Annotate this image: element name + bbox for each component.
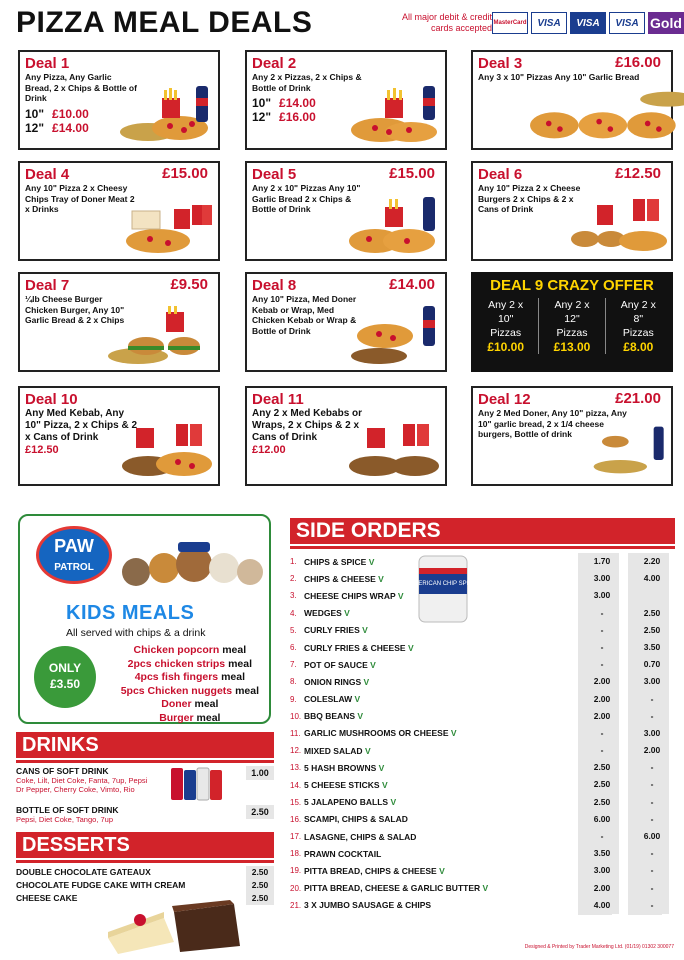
list-item: BOTTLE OF SOFT DRINK Pepsi, Diet Coke, Tango, 7up 2.50 bbox=[16, 805, 274, 824]
price-small: - bbox=[585, 725, 619, 742]
deal-9-card bbox=[471, 272, 673, 372]
kids-meals-panel bbox=[18, 514, 271, 724]
list-item: 2pcs chicken strips meal bbox=[127, 657, 252, 670]
price-large: 3.00 bbox=[635, 725, 669, 742]
deal-name: Deal 11 bbox=[252, 391, 304, 408]
drinks-list bbox=[16, 766, 274, 827]
size-row: 10" £10.00 bbox=[25, 106, 89, 121]
table-row bbox=[290, 553, 675, 570]
visa-icon: VISA bbox=[531, 12, 567, 34]
payment-cards bbox=[492, 12, 684, 34]
price-large: - bbox=[635, 708, 669, 725]
price-small: - bbox=[585, 742, 619, 759]
price-large: 3.50 bbox=[635, 639, 669, 656]
item-number: 19. bbox=[290, 866, 302, 876]
deal-desc: Any 10" Pizza 2 x Cheesy Chips Tray of Doner Meat 2 x Drinks bbox=[25, 183, 135, 214]
soft-drink-cans-icon bbox=[171, 766, 231, 802]
price-small: - bbox=[585, 622, 619, 639]
price-small: 3.50 bbox=[585, 845, 619, 862]
deal-2-card bbox=[245, 50, 447, 150]
deal-8-card bbox=[245, 272, 447, 372]
paw-patrol-logo: PAW PATROL bbox=[36, 526, 112, 584]
deal-desc: Any 10" Pizza, Med Doner Kebab or Wrap, Med Chicken Kebab or Wrap & Bottle of Drink bbox=[252, 294, 357, 336]
list-item: Chicken popcorn meal bbox=[133, 644, 247, 656]
item-name: POT OF SAUCE V bbox=[304, 659, 376, 670]
item-number: 3. bbox=[290, 591, 297, 601]
item-number: 14. bbox=[290, 780, 302, 790]
deal-price: £21.00 bbox=[615, 390, 661, 407]
svg-text:AMERICAN CHIP SPICE: AMERICAN CHIP SPICE bbox=[409, 581, 477, 587]
kids-meals-title: KIDS MEALS bbox=[66, 602, 195, 624]
table-row bbox=[290, 845, 675, 862]
price-large: 2.00 bbox=[635, 742, 669, 759]
deal-name: Deal 1 bbox=[25, 55, 70, 72]
side-orders-heading: SIDE ORDERS bbox=[290, 518, 675, 544]
list-item: CANS OF SOFT DRINK Coke, Lilt, Diet Coke, Fanta, 7up, Pepsi Dr Pepper, Cherry Coke, Vimto, Rio 1.00 bbox=[16, 766, 274, 802]
visa-debit-icon: VISA bbox=[570, 12, 606, 34]
deal-name: Deal 6 bbox=[478, 166, 523, 183]
deal-price: £15.00 bbox=[162, 165, 208, 182]
item-name: BBQ BEANS V bbox=[304, 711, 364, 722]
deal-desc: Any 2 x Med Kebabs or Wraps, 2 x Chips & 2 x Cans of Drink bbox=[252, 408, 363, 443]
deal-price: £12.50 bbox=[615, 165, 661, 182]
table-row bbox=[290, 673, 675, 690]
deal-price: £14.00 bbox=[389, 276, 435, 293]
price-large: - bbox=[635, 759, 669, 776]
price-small: 2.50 bbox=[585, 776, 619, 793]
item-number: 18. bbox=[290, 849, 302, 859]
list-item: CHOCOLATE FUDGE CAKE WITH CREAM 2.50 bbox=[16, 879, 274, 892]
kids-price-badge: ONLY £3.50 bbox=[34, 646, 96, 708]
item-name: CHIPS & SPICE V bbox=[304, 556, 375, 567]
deal-6-card bbox=[471, 161, 673, 261]
item-number: 15. bbox=[290, 797, 302, 807]
price-small: 3.00 bbox=[585, 862, 619, 879]
deal-9-option: Any 2 x 12" Pizzas £13.00 bbox=[539, 298, 605, 354]
deal-12-card bbox=[471, 386, 673, 486]
deal-9-title: DEAL 9 CRAZY OFFER bbox=[490, 277, 654, 294]
price-small: 2.00 bbox=[585, 880, 619, 897]
size-row: 12" £14.00 bbox=[25, 120, 89, 135]
price-small: 2.00 bbox=[585, 708, 619, 725]
table-row bbox=[290, 587, 675, 604]
item-name: PRAWN COCKTAIL bbox=[304, 848, 382, 859]
price-large: 6.00 bbox=[635, 828, 669, 845]
cards-note: All major debit & credit cards accepted bbox=[401, 12, 492, 33]
item-number: 13. bbox=[290, 763, 302, 773]
list-item: 5pcs Chicken nuggets meal bbox=[120, 684, 259, 697]
list-item: 4pcs fish fingers meal bbox=[134, 671, 245, 683]
item-name: CURLY FRIES & CHEESE V bbox=[304, 642, 414, 653]
table-row bbox=[290, 639, 675, 656]
price-small: - bbox=[585, 639, 619, 656]
item-number: 2. bbox=[290, 574, 297, 584]
mastercard-icon: MasterCard bbox=[492, 12, 528, 34]
price-small: 6.00 bbox=[585, 811, 619, 828]
cake-slices-icon bbox=[104, 898, 244, 956]
item-number: 10. bbox=[290, 711, 302, 721]
table-row bbox=[290, 811, 675, 828]
item-name: SCAMPI, CHIPS & SALAD bbox=[304, 814, 408, 825]
item-name: 5 HASH BROWNS V bbox=[304, 762, 385, 773]
item-number: 4. bbox=[290, 608, 297, 618]
deal-desc: Any 2 x 10" Pizzas Any 10" Garlic Bread 2 x Chips & Bottle of Drink bbox=[252, 183, 361, 214]
table-row bbox=[290, 622, 675, 639]
item-name: PITTA BREAD, CHIPS & CHEESE V bbox=[304, 865, 445, 876]
price-small: 3.00 bbox=[585, 570, 619, 587]
item-number: 6. bbox=[290, 643, 297, 653]
price-large bbox=[635, 587, 669, 604]
price-large: - bbox=[635, 811, 669, 828]
drink-price: 1.00 bbox=[246, 766, 274, 780]
drinks-heading: DRINKS bbox=[16, 732, 274, 758]
price-large: - bbox=[635, 794, 669, 811]
table-row bbox=[290, 794, 675, 811]
size-row: 10" £14.00 bbox=[252, 96, 316, 110]
table-row bbox=[290, 776, 675, 793]
table-row bbox=[290, 759, 675, 776]
deal-9-options bbox=[473, 298, 671, 354]
item-name: MIXED SALAD V bbox=[304, 745, 371, 756]
deal-price: £12.50 bbox=[25, 444, 59, 456]
price-large: - bbox=[635, 776, 669, 793]
price-large: 2.50 bbox=[635, 605, 669, 622]
deal-desc: Any 2 x Pizzas, 2 x Chips & Bottle of Drink bbox=[252, 72, 362, 93]
table-row bbox=[290, 656, 675, 673]
price-small: 3.00 bbox=[585, 587, 619, 604]
page-title: PIZZA MEAL DEALS bbox=[16, 6, 313, 39]
item-number: 12. bbox=[290, 746, 302, 756]
item-name: CURLY FRIES V bbox=[304, 625, 368, 636]
price-small: 1.70 bbox=[585, 553, 619, 570]
price-large: - bbox=[635, 691, 669, 708]
price-small: - bbox=[585, 656, 619, 673]
item-number: 16. bbox=[290, 814, 302, 824]
pizzas-icon bbox=[483, 88, 663, 144]
item-number: 17. bbox=[290, 832, 302, 842]
table-row bbox=[290, 897, 675, 914]
table-row bbox=[290, 708, 675, 725]
deal-name: Deal 2 bbox=[252, 55, 297, 72]
footer-credit: Designed & Printed by Trader Marketing Ltd. (01/19) 01302 300077 bbox=[524, 944, 674, 950]
deal-name: Deal 3 bbox=[478, 55, 523, 72]
deal-desc: ¼lb Cheese Burger Chicken Burger, Any 10" Garlic Bread & 2 x Chips bbox=[25, 294, 125, 325]
item-name: GARLIC MUSHROOMS OR CHEESE V bbox=[304, 728, 457, 739]
list-item: CHEESE CAKE 2.50 bbox=[16, 892, 274, 905]
deal-name: Deal 4 bbox=[25, 166, 70, 183]
item-number: 1. bbox=[290, 557, 297, 567]
paw-patrol-pups-icon bbox=[116, 538, 266, 596]
kids-meals-subtitle: All served with chips & a drink bbox=[66, 627, 206, 639]
item-name: PITTA BREAD, CHEESE & GARLIC BUTTER V bbox=[304, 883, 489, 894]
item-number: 7. bbox=[290, 660, 297, 670]
price-small: - bbox=[585, 828, 619, 845]
price-large: - bbox=[635, 880, 669, 897]
table-row bbox=[290, 605, 675, 622]
table-row bbox=[290, 828, 675, 845]
list-item: Doner meal bbox=[161, 698, 219, 710]
price-small: 2.50 bbox=[585, 794, 619, 811]
item-number: 8. bbox=[290, 677, 297, 687]
deal-name: Deal 7 bbox=[25, 277, 70, 294]
deal-desc: Any Med Kebab, Any 10" Pizza, 2 x Chips & 2 x Cans of Drink bbox=[25, 408, 138, 443]
visa-electron-icon: VISA bbox=[609, 12, 645, 34]
deal-5-card bbox=[245, 161, 447, 261]
item-name: CHEESE CHIPS WRAP V bbox=[304, 590, 404, 601]
table-row bbox=[290, 880, 675, 897]
item-name: 5 JALAPENO BALLS V bbox=[304, 797, 397, 808]
price-large: 0.70 bbox=[635, 656, 669, 673]
item-name: 5 CHEESE STICKS V bbox=[304, 780, 388, 791]
deal-price: £15.00 bbox=[389, 165, 435, 182]
deal-desc: Any 3 x 10" Pizzas Any 10" Garlic Bread bbox=[478, 72, 640, 82]
item-number: 20. bbox=[290, 883, 302, 893]
deal-9-option: Any 2 x 8" Pizzas £8.00 bbox=[620, 299, 656, 354]
item-name: CHIPS & CHEESE V bbox=[304, 573, 384, 584]
price-large: - bbox=[635, 862, 669, 879]
item-name: COLESLAW V bbox=[304, 694, 361, 705]
price-large: 2.50 bbox=[635, 622, 669, 639]
deal-1-card bbox=[18, 50, 220, 150]
deal-9-option: Any 2 x 10" Pizzas £10.00 bbox=[473, 298, 539, 354]
drink-price: 2.50 bbox=[246, 805, 274, 819]
table-row bbox=[290, 570, 675, 587]
list-item: DOUBLE CHOCOLATE GATEAUX 2.50 bbox=[16, 866, 274, 879]
price-small: 2.00 bbox=[585, 691, 619, 708]
deal-name: Deal 12 bbox=[478, 391, 531, 408]
deal-name: Deal 5 bbox=[252, 166, 297, 183]
deal-desc: Any 2 Med Doner, Any 10" pizza, Any 10" garlic bread, 2 x 1/4 cheese burgers, Bottle of drink bbox=[478, 408, 627, 439]
deal-3-card bbox=[471, 50, 673, 150]
table-row bbox=[290, 725, 675, 742]
price-small: 2.00 bbox=[585, 673, 619, 690]
item-name: ONION RINGS V bbox=[304, 676, 370, 687]
deal-10-card bbox=[18, 386, 220, 486]
deal-11-card bbox=[245, 386, 447, 486]
side-orders-list bbox=[290, 553, 675, 914]
kids-menu-list bbox=[121, 644, 259, 725]
price-large: 3.00 bbox=[635, 673, 669, 690]
item-name: WEDGES V bbox=[304, 608, 350, 619]
deal-price: £16.00 bbox=[615, 54, 661, 71]
table-row bbox=[290, 691, 675, 708]
deal-desc: Any 10" Pizza 2 x Cheese Burgers 2 x Chips & 2 x Cans of Drink bbox=[478, 183, 581, 214]
deal-price: £12.00 bbox=[252, 444, 286, 456]
price-large: - bbox=[635, 897, 669, 914]
deal-7-card bbox=[18, 272, 220, 372]
deal-name: Deal 8 bbox=[252, 277, 297, 294]
deal-desc: Any Pizza, Any Garlic Bread, 2 x Chips & Bottle of Drink bbox=[25, 72, 137, 103]
price-large: 4.00 bbox=[635, 570, 669, 587]
table-row bbox=[290, 742, 675, 759]
price-small: 4.00 bbox=[585, 897, 619, 914]
price-small: 2.50 bbox=[585, 759, 619, 776]
deal-name: Deal 10 bbox=[25, 391, 78, 408]
table-row bbox=[290, 862, 675, 879]
item-number: 9. bbox=[290, 694, 297, 704]
item-name: 3 X JUMBO SAUSAGE & CHIPS bbox=[304, 900, 432, 911]
price-large: 2.20 bbox=[635, 553, 669, 570]
size-row: 12" £16.00 bbox=[252, 110, 316, 124]
item-number: 11. bbox=[290, 728, 301, 738]
item-number: 21. bbox=[290, 900, 302, 910]
desserts-heading: DESSERTS bbox=[16, 832, 274, 858]
list-item: Burger meal bbox=[159, 711, 221, 724]
deal-4-card bbox=[18, 161, 220, 261]
item-number: 5. bbox=[290, 625, 297, 635]
item-name: LASAGNE, CHIPS & SALAD bbox=[304, 831, 417, 842]
price-small: - bbox=[585, 605, 619, 622]
gold-card-icon: Gold bbox=[648, 12, 684, 34]
price-large: - bbox=[635, 845, 669, 862]
deal-price: £9.50 bbox=[170, 276, 208, 293]
